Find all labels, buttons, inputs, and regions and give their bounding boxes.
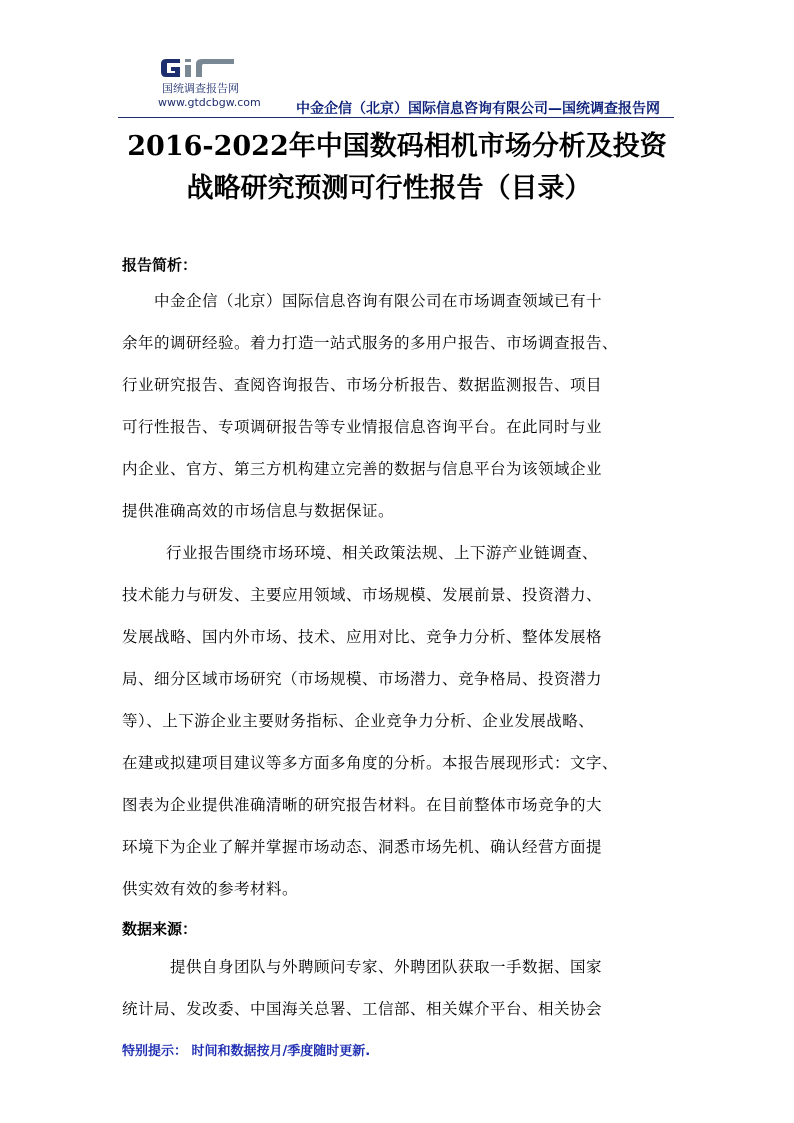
paragraph-line: 行业研究报告、查阅咨询报告、市场分析报告、数据监测报告、项目 <box>122 376 603 394</box>
header-company-name: 中金企信（北京）国际信息咨询有限公司—国统调查报告网 <box>296 101 660 117</box>
paragraph-line: 行业报告围绕市场环境、相关政策法规、上下游产业链调查、 <box>166 544 599 562</box>
brand-logo <box>158 56 261 109</box>
paragraph-line: 环境下为企业了解并掌握市场动态、洞悉市场先机、确认经营方面提 <box>122 838 603 856</box>
paragraph-line: 余年的调研经验。着力打造一站式服务的多用户报告、市场调查报告、 <box>122 334 619 352</box>
paragraph-line: 等）、上下游企业主要财务指标、企业竞争力分析、企业发展战略、 <box>122 712 595 730</box>
section-heading-summary: 报告简析： <box>122 256 198 274</box>
header-divider <box>118 117 674 118</box>
report-title-line-2: 战略研究预测可行性报告（目录） <box>186 173 592 204</box>
logo-url: www.gtdcbgw.com <box>158 96 261 109</box>
section-heading-data-source: 数据来源： <box>122 920 198 938</box>
report-title-line-1: 2016-2022年中国数码相机市场分析及投资 <box>127 131 667 162</box>
paragraph-line: 供实效有效的参考材料。 <box>122 880 299 898</box>
paragraph-line: 技术能力与研发、主要应用领域、市场规模、发展前景、投资潜力、 <box>122 586 603 604</box>
paragraph-line: 提供自身团队与外聘顾问专家、外聘团队获取一手数据、国家 <box>170 958 603 976</box>
paragraph-line: 在建或拟建项目建议等多方面多角度的分析。本报告展现形式：文字、 <box>122 754 619 772</box>
footer-notice: 特别提示： 时间和数据按月/季度随时更新. <box>122 1044 371 1059</box>
paragraph-line: 局、细分区域市场研究（市场规模、市场潜力、竞争格局、投资潜力 <box>122 670 603 688</box>
paragraph-line: 发展战略、国内外市场、技术、应用对比、竞争力分析、整体发展格 <box>122 628 603 646</box>
logo-site-name: 国统调查报告网 <box>162 82 239 95</box>
paragraph-line: 图表为企业提供准确清晰的研究报告材料。在目前整体市场竞争的大 <box>122 796 603 814</box>
gir-logo-icon <box>158 56 238 80</box>
paragraph-line: 中金企信（北京）国际信息咨询有限公司在市场调查领域已有十 <box>154 292 603 310</box>
paragraph-line: 提供准确高效的市场信息与数据保证。 <box>122 502 395 520</box>
paragraph-line: 可行性报告、专项调研报告等专业情报信息咨询平台。在此同时与业 <box>122 418 603 436</box>
paragraph-line: 统计局、发改委、中国海关总署、工信部、相关媒介平台、相关协会 <box>122 1000 603 1018</box>
paragraph-line: 内企业、官方、第三方机构建立完善的数据与信息平台为该领域企业 <box>122 460 603 478</box>
